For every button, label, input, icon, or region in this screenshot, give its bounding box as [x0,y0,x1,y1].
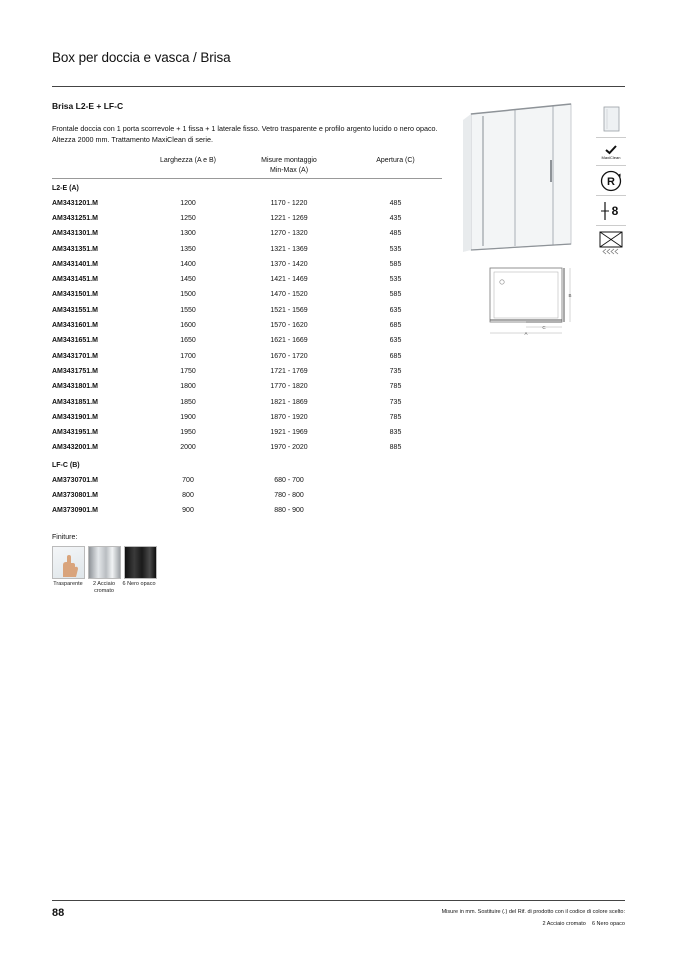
cell-width: 2000 [180,444,196,452]
hand-on-glass-icon [53,547,85,579]
cell-mounting: 1970 - 2020 [270,444,308,452]
table-row [52,303,442,318]
cell-opening [349,473,442,488]
product-photo [463,100,578,252]
cell-code: AM3431451.M [52,276,98,284]
table-row [52,272,442,287]
cell-code: AM3431201.M [52,199,98,207]
feature-icons [596,100,628,262]
cell-opening: 785 [389,413,402,421]
cell-code: AM3431401.M [52,260,98,268]
cell-mounting: 1621 - 1669 [270,337,308,345]
packaging-icon [596,226,626,262]
table-row [52,364,442,379]
cell-mounting: 1921 - 1969 [270,429,308,437]
cell-code: AM3431951.M [52,429,98,437]
cell-width: 1700 [180,352,196,360]
finish-label-black: 6 Nero opaco [122,581,156,587]
reversible-r-icon [596,166,626,196]
cell-opening: 585 [389,291,402,299]
cell-mounting: 1821 - 1869 [270,398,308,406]
cell-code: AM3730901.M [52,507,98,515]
cell-opening: 635 [389,337,402,345]
cell-opening: 735 [389,367,402,375]
cell-code: AM3431351.M [52,245,98,253]
cell-width: 1950 [180,429,196,437]
cell-opening: 735 [389,398,402,406]
spec-table [52,156,442,518]
cell-code: AM3431801.M [52,383,98,391]
cell-width: 1400 [180,260,196,268]
cell-opening: 435 [389,214,402,222]
table-row [52,241,442,256]
finish-label-transparent: Trasparente [53,581,83,587]
maxiclean-check-icon [596,138,626,166]
product-title: Brisa L2-E + LF-C [52,101,124,111]
table-row [52,440,442,455]
svg-text:R: R [607,175,615,188]
cell-opening [349,503,442,518]
table-row [52,503,442,518]
cell-code: AM3431301.M [52,230,98,238]
cell-opening: 885 [389,444,402,452]
table-group-label: LF-C (B) [52,462,80,470]
table-header-row [52,156,442,179]
cell-code: AM3432001.M [52,444,98,452]
table-row [52,348,442,363]
cell-width: 1350 [180,245,196,253]
cell-width: 1850 [180,398,196,406]
table-group-label: L2-E (A) [52,185,79,193]
cell-mounting: 1370 - 1420 [270,260,308,268]
cell-opening: 635 [389,306,402,314]
cell-mounting: 1570 - 1620 [270,322,308,330]
cell-width: 1500 [180,291,196,299]
cell-code: AM3431251.M [52,214,98,222]
cell-code: AM3431901.M [52,413,98,421]
table-row [52,318,442,333]
cell-code: AM3431651.M [52,337,98,345]
cell-opening: 485 [389,199,402,207]
cell-width: 900 [182,507,194,515]
table-body [52,179,442,519]
cell-width: 1800 [180,383,196,391]
cell-mounting: 1270 - 1320 [270,230,308,238]
finish-label-chrome: 2 Acciaio cromato [92,581,115,594]
cell-mounting: 1670 - 1720 [270,352,308,360]
finishes-label: Finiture: [52,534,78,541]
dimension-label-c: C [542,325,546,330]
cell-width: 1600 [180,322,196,330]
table-group-row [52,456,442,473]
cell-code: AM3431701.M [52,352,98,360]
cell-code: AM3431501.M [52,291,98,299]
product-description: Frontale doccia con 1 porta scorrevole + 1 fissa + 1 laterale fisso. Vetro trasparente e profilo argento lucido o nero opaco. Altezza 2000 mm. Trattamento MaxiClean di serie. [52,124,438,144]
footnote-colors: 2 Acciaio cromato 6 Nero opaco [542,921,625,927]
cell-width: 800 [182,491,194,499]
table-row [52,333,442,348]
table-row [52,410,442,425]
cell-width: 1450 [180,276,196,284]
cell-mounting: 1521 - 1569 [270,306,308,314]
table-row [52,287,442,302]
cell-mounting: 1221 - 1269 [270,214,308,222]
finish-swatch-black [124,546,157,579]
cell-mounting: 1721 - 1769 [270,367,308,375]
cell-width: 700 [182,476,194,484]
glass-panel-icon [596,100,626,138]
cell-mounting: 880 - 900 [274,507,304,515]
footnote-measures: Misure in mm. Sostituire (.) del Rif. di prodotto con il codice di colore scelto: [441,909,625,915]
finish-swatch-chrome [88,546,121,579]
cell-opening: 785 [389,383,402,391]
cell-width: 1200 [180,199,196,207]
cell-mounting: 1870 - 1920 [270,413,308,421]
cell-width: 1250 [180,214,196,222]
glass-thickness-value: 8 [611,203,619,218]
cell-width: 1750 [180,367,196,375]
table-header-code [52,156,147,179]
table-header-mounting: Misure montaggio Min-Max (A) [229,156,349,179]
cell-opening: 585 [389,260,402,268]
page-number: 88 [52,907,65,919]
table-row [52,226,442,241]
cell-code: AM3431551.M [52,306,98,314]
table-row [52,473,442,488]
cell-width: 1300 [180,230,196,238]
cell-code: AM3431751.M [52,367,98,375]
table-header-opening: Apertura (C) [349,156,442,179]
cell-opening: 535 [389,276,402,284]
cell-code: AM3730801.M [52,491,98,499]
cell-mounting: 1421 - 1469 [270,276,308,284]
maxiclean-label: MaxiClean [601,154,621,160]
dimension-label-a: A [524,331,528,336]
cell-width: 1900 [180,413,196,421]
table-group-row [52,179,442,196]
table-row [52,196,442,211]
cell-code: AM3431601.M [52,322,98,330]
cell-opening: 485 [389,230,402,238]
cell-mounting: 1321 - 1369 [270,245,308,253]
table-row [52,425,442,440]
glass-thickness-icon [596,196,626,226]
cell-mounting: 1770 - 1820 [270,383,308,391]
cell-mounting: 1170 - 1220 [270,199,308,207]
cell-opening [349,488,442,503]
cell-opening: 535 [389,245,402,253]
cell-mounting: 680 - 700 [274,476,304,484]
table-row [52,379,442,394]
cell-mounting: 780 - 800 [274,491,304,499]
cell-opening: 685 [389,322,402,330]
cell-opening: 835 [389,429,402,437]
cell-code: AM3730701.M [52,476,98,484]
table-row [52,211,442,226]
finish-swatch-transparent [52,546,85,579]
cell-opening: 685 [389,352,402,360]
cell-width: 1650 [180,337,196,345]
page-title: Box per doccia e vasca / Brisa [52,50,231,65]
table-row [52,257,442,272]
cell-code: AM3431851.M [52,398,98,406]
side-divider [463,86,625,87]
floor-plan-diagram [486,264,578,336]
dimension-label-b: B [568,293,572,298]
cell-width: 1550 [180,306,196,314]
table-row [52,394,442,409]
cell-mounting: 1470 - 1520 [270,291,308,299]
table-header-width: Larghezza (A e B) [147,156,229,179]
footer-divider [52,900,625,901]
table-row [52,488,442,503]
